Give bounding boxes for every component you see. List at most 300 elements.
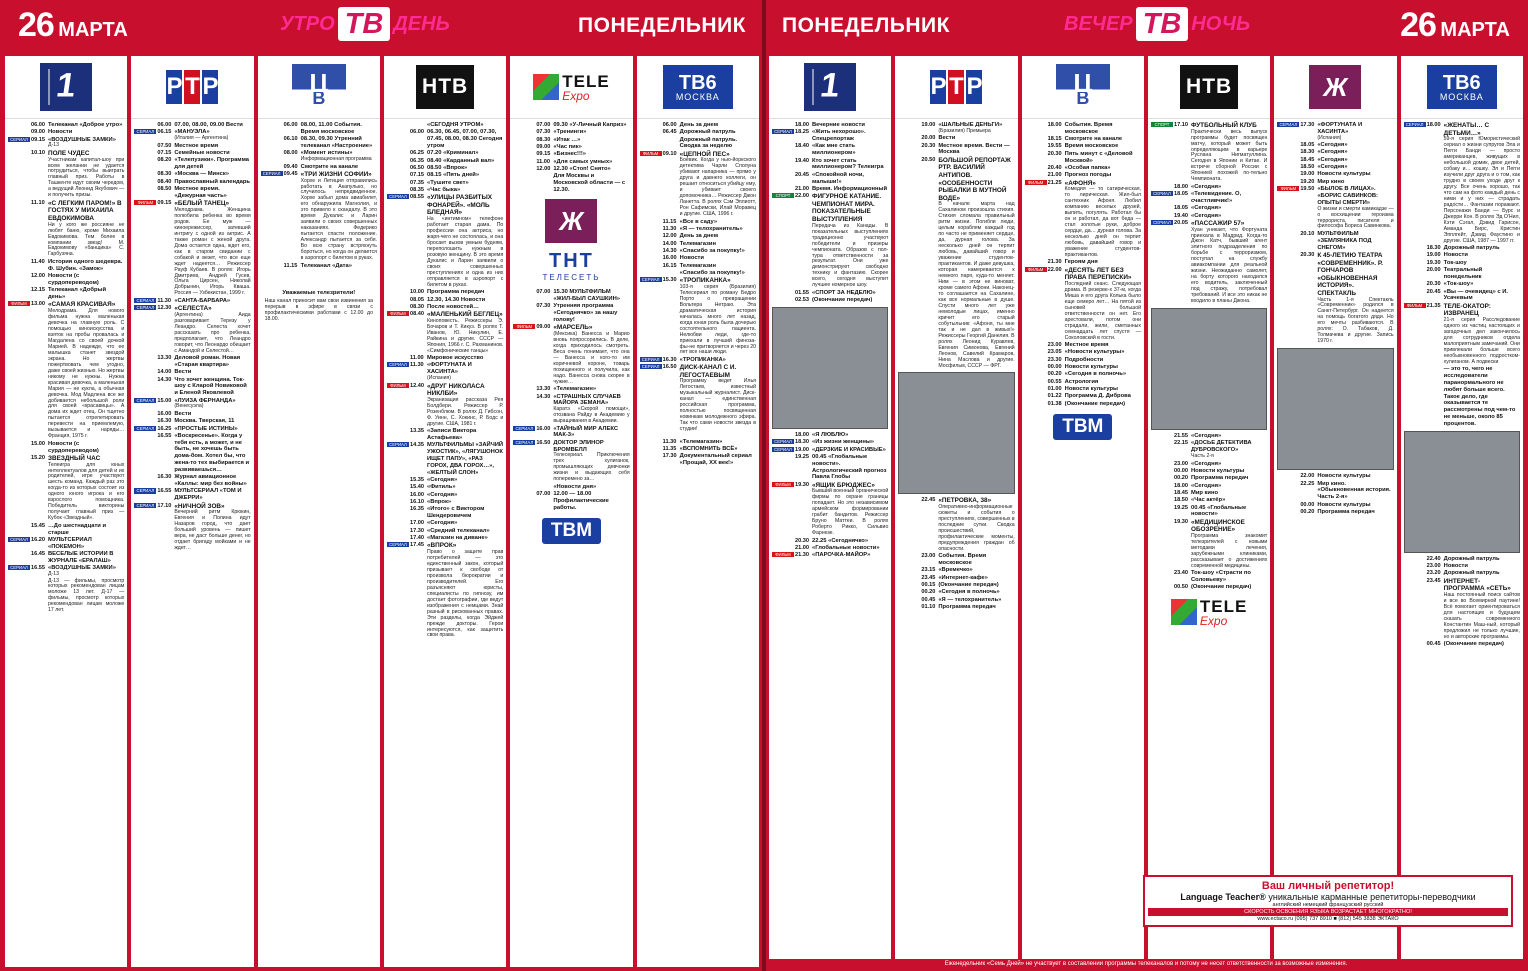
programme-title: Дорожный патруль [1443, 245, 1500, 252]
programme-text [680, 241, 756, 248]
programme-tag [261, 263, 283, 270]
programme-photo [772, 307, 888, 429]
programme-text [1444, 556, 1520, 563]
programme-time: 16.55 [157, 432, 172, 439]
programme-title: «Интернет-кафе» [938, 574, 988, 581]
programme-row [134, 426, 250, 433]
programme-time: 16.00 [536, 425, 551, 432]
programme-time: 18.00 [1047, 122, 1062, 128]
programme-time: 23.45 [921, 574, 936, 581]
programme-tag [1277, 171, 1299, 178]
programme-time: 18.00 [795, 431, 809, 438]
listing-tv6-left [637, 119, 759, 436]
tele-expo-logo-icon: TELE Expo [533, 73, 609, 102]
channel-logo-tvc [258, 56, 380, 119]
programme-text [1317, 231, 1393, 251]
programme-tag [1151, 191, 1173, 205]
programme-time: 20.05 [1173, 219, 1188, 226]
programme-row [387, 520, 503, 527]
programme-row [1025, 379, 1141, 386]
programme-time: 08.30 [409, 303, 424, 310]
programme-tag-label: СПОРТ [772, 193, 794, 198]
programme-tag [387, 122, 409, 129]
programme-time: 18.30 [1300, 149, 1315, 156]
programme-text [48, 551, 124, 565]
programme-tag [387, 165, 409, 172]
programme-time: 09.45 [283, 170, 298, 177]
programme-text [48, 287, 124, 301]
programme-time: 11.30 [409, 362, 424, 369]
programme-time: 19.30 [1426, 259, 1441, 266]
programme-text [427, 122, 503, 129]
programme-text [427, 355, 503, 362]
programme-row [134, 200, 250, 297]
programme-title: 08.00, 11.00 События. Время московское [300, 122, 362, 135]
programme-title: «Телемагазин» [679, 438, 723, 445]
programme-time: 17.00 [409, 520, 424, 527]
programme-time: 00.20 [1047, 371, 1062, 378]
programme-time: 01.55 [795, 289, 809, 296]
programme-text [427, 442, 503, 476]
programme-tag [8, 287, 30, 301]
programme-text [1065, 180, 1141, 259]
programme-photo [1277, 348, 1393, 470]
programme-title: Новости культуры [1064, 364, 1118, 371]
programme-title: «Час быка» [426, 186, 461, 193]
programme-tag [387, 194, 409, 288]
programme-text [427, 194, 503, 288]
programme-row [8, 259, 124, 273]
programme-tag [134, 122, 156, 129]
programme-tag [1025, 267, 1047, 342]
programme-time: 16.00 [157, 410, 172, 417]
programme-time: 17.40 [409, 534, 424, 541]
tnt-logo-icon: ТНТ ТЕЛЕСЕТЬ [542, 250, 601, 283]
programme-title: «УЛИЦЫ РАЗБИТЫХ ФОНАРЕЙ». «МОЛЬ БЛЕДНАЯ» [426, 194, 492, 217]
programme-text [1191, 461, 1267, 468]
programme-time: 16.55 [157, 488, 172, 495]
programme-text [174, 150, 250, 157]
programme-text [1065, 165, 1141, 172]
column-tv6-right [1401, 56, 1523, 967]
programme-tag [387, 535, 409, 542]
programme-title: «ТРОПИКАНКА» [679, 356, 726, 363]
programme-time: 23.45 [1426, 577, 1441, 584]
programme-tag [640, 248, 662, 255]
programme-title: «Сегодня» [426, 491, 458, 498]
programme-time: 11.30 [662, 225, 677, 232]
programme-tag-label: СЕРИАЛ [1404, 122, 1426, 127]
programme-tag-label: ФИЛЬМ [1025, 267, 1047, 272]
programme-row [387, 172, 503, 179]
programme-title: «ВОЗДУШНЫЕ ЗАМКИ» [48, 565, 116, 572]
programme-title: «САНТА-БАРБАРА» [174, 297, 231, 304]
programme-tag-label: СЕРИАЛ [8, 137, 30, 142]
programme-tag [772, 129, 794, 143]
programme-title: «ТРОПИКАНКА» [679, 277, 731, 285]
right-body [764, 52, 1528, 971]
programme-text [1191, 213, 1267, 220]
programme-text [553, 144, 629, 151]
programme-title: Театральный понедельник [1443, 267, 1483, 280]
programme-title: «Тренинги» [553, 129, 587, 136]
programme-text [1191, 519, 1267, 570]
programme-tag-label: ФИЛЬМ [8, 301, 30, 306]
programme-tag [387, 499, 409, 506]
programme-tag [1404, 556, 1426, 563]
programme-text [553, 129, 629, 136]
programme-row [1404, 366, 1520, 427]
listing-tv6-right [1401, 119, 1523, 650]
programme-row [513, 484, 629, 491]
programme-title: Ток-шоу [1443, 259, 1467, 266]
programme-row [772, 143, 888, 157]
programme-time: 08.00 [283, 150, 298, 157]
advertisement-language-teacher[interactable] [1143, 875, 1513, 927]
programme-time: 19.00 [1300, 171, 1315, 178]
programme-text [1444, 303, 1520, 366]
programme-row [387, 297, 503, 304]
programme-title: «ФОРТУНАТА И ХАСИНТА» [426, 362, 472, 376]
programme-tag [1151, 440, 1173, 460]
programme-text [48, 523, 124, 537]
programme-description: На «интимном» телефоне работает старая дама. По профессии она актриса, но жаря-чего не состоялась, и она бросает вызов умным будням, переполошить нужным в розовую женщину. В это время Дукалис и Ларин заявили о своих совершенных преступлениях и одна из них отправляется в аэропорт с билетом в руках. [426, 216, 504, 288]
programme-text [301, 136, 377, 150]
programme-time: 19.00 [795, 446, 809, 453]
ad-contacts[interactable]: www.ectaco.ru (095) 737 8910 ■ (812) 545 3838 ЭКТАКО [1257, 916, 1399, 922]
programme-row [1151, 497, 1267, 504]
programme-tag [387, 297, 409, 304]
programme-time [536, 173, 553, 193]
programme-row [1151, 205, 1267, 212]
programme-row [898, 597, 1014, 604]
programme-description: Мелодрама. Для нового фильма нужна маленькая девочка на главную роль. С помощью киноискусства и взяток на пробы провалась и Магдалена со своей дочкой Марией. В надежде, что ее малышка станет звездой экрана. Но жертвы пожертвовать чем угодно, даже своей жизнью. Но жертвы никому не нужны. Нужна красивая девочка, а маленькая Мария — не кукла, а обычная девочка. Мод Мадлена все же добивается небольшой роли для своей «красавицы». А дома их ждет отец. Он тщетно пытается отрепетировать перевести на приемлемую, вызывается и наряды… Франция, 1975 г. [48, 307, 125, 440]
programme-row [772, 482, 888, 537]
programme-title: Программа передач [1190, 475, 1249, 482]
programme-description: Передача из Канады. В показательных выступлениях традиционно участвуют победители и призеры чемпионата. Образов с пол-тура ответственности за результат. Они уже демонстрируют свободно технику и фантазию. Скорее всего, сегодня выступит лучшее номерное шоу. [812, 222, 889, 289]
kultura-logo-icon: Ж [545, 199, 597, 243]
programme-tag [513, 426, 535, 440]
programme-text [812, 439, 888, 446]
programme-row [387, 289, 503, 296]
programme-text [553, 394, 629, 426]
programme-row [640, 219, 756, 226]
programme-tag-label: ФИЛЬМ [640, 151, 662, 156]
programme-time: 01.10 [921, 604, 936, 611]
programme-time: 14.30 [662, 247, 677, 254]
programme-text [1317, 142, 1393, 149]
programme-title: 07.00, 08.00, 09.00 Вести [174, 122, 243, 128]
programme-time: 08.05 [409, 296, 424, 303]
programme-time: 17.30 [409, 527, 424, 534]
programme-tag [1025, 122, 1047, 136]
channel-logo-tele-right [1148, 594, 1270, 631]
programme-title: Семейные новости [174, 149, 230, 156]
programme-text [48, 455, 124, 522]
programme-time: 21.00 [1047, 172, 1062, 179]
programme-title: Вечерние новости [812, 122, 865, 128]
programme-title: Пять минут с «Деловой Москвой» [1064, 150, 1133, 164]
programme-text [48, 122, 124, 129]
programme-time: 19.40 [1173, 212, 1188, 219]
programme-tag [1151, 505, 1173, 519]
programme-time: 19.25 [1173, 504, 1188, 511]
programme-title: История одного шедевра. Ф. Шубин. «Замок» [48, 258, 123, 272]
programme-title: Православный календарь [174, 178, 250, 185]
programme-title: (Окончание передач) [1443, 641, 1504, 648]
programme-text [938, 143, 1014, 157]
programme-row [772, 439, 888, 446]
programme-time: 23.30 [1047, 356, 1062, 363]
programme-tag [898, 589, 920, 596]
programme-row [1025, 267, 1141, 342]
programme-tag [1404, 260, 1426, 267]
programme-time: 19.50 [1300, 186, 1315, 193]
programme-tag [1025, 342, 1047, 349]
programme-title: ФИГУРНОЕ КАТАНИЕ. ЧЕМПИОНАТ МИРА. ПОКАЗАТЕЛЬНЫЕ ВЫСТУПЛЕНИЯ [812, 193, 882, 224]
programme-time: 13.30 [536, 386, 551, 393]
programme-row [640, 277, 756, 356]
programme-tag [387, 180, 409, 187]
programme-time: 16.30 [157, 418, 172, 425]
programme-tag [640, 122, 662, 129]
programme-description: Киноповесть. Режиссеры Э. Бочаров и Т. Кикуэ. В ролях Т. Иванов, Ю. Никулин, Е. Райкина и другие. СССР — Япония, 1966 г. С. Рахманинов. «Симфонические танцы» [426, 317, 504, 354]
programme-title: ВЕСЕЛЫЕ ИСТОРИИ В ЖУРНАЛЕ «ЕРАЛАШ» [48, 551, 114, 564]
programme-row [1151, 220, 1267, 305]
programme-tag [772, 172, 794, 186]
column-rtr-left [131, 56, 253, 967]
programme-tag [134, 411, 156, 418]
programme-text [1191, 184, 1267, 191]
programme-time: 06.35 [409, 157, 424, 164]
programme-title: 00.45 «Глобальные новости» [1190, 504, 1247, 518]
programme-text [1191, 191, 1267, 205]
programme-time: 08.20 [157, 157, 172, 164]
programme-text [1065, 357, 1141, 364]
programme-tag [640, 270, 662, 277]
programme-time: 06.25 [409, 150, 424, 157]
programme-description: Бывший военный органической фирмы по охране границы попадает. Но это независимом армейском формировании грабит бандитов. Режиссер Бруно Маттеи. В ролях Роберто Рикко, Сильвио Фарнезе. [812, 488, 889, 537]
programme-row [1404, 641, 1520, 648]
programme-text [48, 441, 124, 455]
programme-time: 21.30 [1047, 259, 1062, 266]
programme-tag-label: СЕРИАЛ [1151, 220, 1173, 225]
programme-tag [640, 129, 662, 136]
programme-time: 12.00 [662, 233, 677, 240]
channel-logo-ntv [384, 56, 506, 119]
programme-title: Местное время [174, 142, 219, 149]
programme-title: «ПАССАЖИР 57» [1190, 219, 1245, 227]
programme-row [772, 172, 888, 186]
programme-row [513, 159, 629, 166]
programme-time: 07.15 [157, 149, 172, 156]
programme-tag [1277, 231, 1299, 251]
programme-row [134, 398, 250, 411]
programme-row [1025, 386, 1141, 393]
programme-row [134, 122, 250, 129]
programme-row [1404, 260, 1520, 267]
programme-title: Мир кино. «Обыкновенная история. Часть 2-я» [1317, 480, 1391, 501]
programme-time: 16.15 [662, 262, 677, 269]
programme-text [427, 362, 503, 382]
ad-brand: Language Teacher® [1180, 892, 1266, 902]
programme-tag [134, 488, 156, 502]
programme-tag [8, 129, 30, 136]
programme-text [1317, 122, 1393, 142]
programme-tag-label: ФИЛЬМ [772, 482, 794, 487]
programme-title: (Окончание передач) [938, 582, 999, 589]
programme-time: 09.00 [536, 143, 551, 150]
ad-languages: английский немецкий французский русский [1272, 902, 1384, 908]
programme-row [898, 143, 1014, 157]
programme-time: 13.30 [157, 355, 172, 362]
programme-time: 21.30 [795, 552, 809, 559]
programme-tag [134, 398, 156, 411]
programme-tag [1277, 502, 1299, 509]
programme-text [812, 172, 888, 186]
programme-text [1065, 393, 1141, 400]
programme-row [1404, 563, 1520, 570]
programme-text [1065, 364, 1141, 371]
programme-title: «ВОЗДУШНЫЕ ЗАМКИ» [48, 136, 116, 143]
programme-title: Местное время [1064, 342, 1109, 349]
programme-title: 22.25 «Сегоднячко» [812, 537, 869, 544]
programme-text [301, 122, 377, 136]
programme-time: 01.38 [1047, 400, 1062, 407]
programme-title: Вести [174, 369, 192, 376]
programme-title: ЗВЕЗДНЫЙ ЧАС [48, 454, 101, 462]
programme-time: 18.00 [1173, 482, 1188, 489]
programme-row [387, 122, 503, 129]
programme-text [48, 565, 124, 578]
listing-ort-right [769, 119, 891, 562]
programme-text [680, 129, 756, 136]
programme-title: «Как мне стать миллионером» [812, 143, 856, 157]
programme-time: 09.10 [662, 150, 677, 157]
column-tele-left [510, 56, 632, 967]
programme-time: 18.05 [1173, 191, 1188, 198]
programme-time: 19.30 [1173, 518, 1188, 525]
programme-title: «ТРИ ЖИЗНИ СОФИИ» [300, 170, 372, 178]
programme-row [772, 186, 888, 193]
programme-title: «Воскресенье». Когда у тебя есть, а может, и не быть, не хочешь быть дома-бом. Хотел бы, что жена-то тех выбирается и развиваешься… [174, 432, 250, 473]
programme-text [680, 270, 756, 277]
programme-tag [1277, 149, 1299, 156]
listing-tvc-right [1022, 119, 1144, 410]
programme-row [640, 263, 756, 270]
programme-time: 11.10 [31, 199, 45, 206]
programme-title: Прогноз погоды [1064, 172, 1112, 179]
programme-text [48, 200, 124, 259]
programme-row [8, 441, 124, 455]
programme-row [261, 171, 377, 262]
programme-text [174, 418, 250, 425]
programme-time: 20.45 [795, 171, 809, 178]
programme-tag [898, 122, 920, 135]
programme-description: (Испания) [426, 375, 452, 382]
programme-description: Комедия — то сатирическая, то лирическая. Жил-был сантехник Афоня. Любил компанию веселых друзей, выпить, погулять. Работал бы он и работал, да вот беда — стал золотые руки, доброе сердце, да… дурная голова. За несколько дней он терпит любовь, давайший говор и уважение студентов-практикантов. [1064, 186, 1141, 258]
programme-title: «Особая папка» [1064, 164, 1111, 171]
programme-title: Дорожный патруль. Сводка за неделю [679, 136, 738, 150]
programme-title: (Окончание передач) [1190, 584, 1252, 591]
programme-text [680, 439, 756, 446]
programme-description: Мелодрама. Женщина полюбила ребенка во время родов. Ее муж — киноережиссер, затевший интригу с одной из актрис. А также роман с женой друга. Дома остается одна, ждет его, как в старом свидании с собакой и везет, что все еще ждет надеется… Режиссер Рауф Кубаев. В ролях: Игорь Дмитриев, Андрей Гусев, Ольга Цирсен, Николай Добрынин, Игорь Кваша. Россия — Узбекистан, 1999 г. [174, 206, 251, 297]
programme-tag [513, 151, 535, 158]
programme-title: «Записи Виктора Астафьева» [426, 428, 477, 441]
programme-tag [898, 597, 920, 604]
programme-time: 16.50 [662, 364, 677, 371]
programme-tag [387, 172, 409, 179]
programme-time: 19.30 [795, 481, 809, 488]
programme-tag [640, 364, 662, 433]
programme-title: «Вы — очевидец» с И. Усачевым [1443, 288, 1509, 302]
programme-text [427, 499, 503, 506]
programme-row [1151, 519, 1267, 570]
programme-text [1065, 371, 1141, 378]
programme-time: 09.15 [31, 136, 45, 143]
programme-tag [8, 523, 30, 537]
programme-row [387, 477, 503, 484]
programme-row [640, 137, 756, 151]
programme-row [387, 150, 503, 157]
programme-title: «МАРСЕЛЬ» [553, 324, 593, 332]
programme-time: 00.20 [921, 589, 936, 596]
programme-tag [772, 158, 794, 172]
programme-title: 07.20 «Криминал» [426, 150, 479, 157]
programme-row [1151, 461, 1267, 468]
programme-row [134, 150, 250, 157]
programme-text [812, 447, 888, 454]
programme-tag [134, 418, 156, 425]
programme-tag [387, 428, 409, 442]
programme-row [8, 150, 124, 199]
programme-description: 103-я серия (Бразилия) Телесериал по роману Бедро Порто о превращении Вольтера Нетраю. Эта драматическая история началась много лет назад, когда юная роль была дочерью состоятельного пациента. Нелюбви леди, где-то приехали в лучший финоза-фы-не притворяется и через 20 лет все наши люди. [679, 283, 756, 356]
programme-row [1151, 468, 1267, 475]
programme-row [1277, 122, 1393, 142]
programme-tag [8, 273, 30, 287]
programme-tag [134, 369, 156, 376]
tvm-logo-icon: ТВМ [1053, 414, 1112, 440]
programme-time: 16.00 [662, 255, 677, 262]
programme-text [48, 150, 124, 199]
programme-row [8, 122, 124, 129]
programme-row [772, 297, 888, 304]
programme-tag [8, 150, 30, 199]
programme-row [640, 439, 756, 446]
programme-text [812, 432, 888, 439]
programme-description: Наш канал приносит вам свои извинения за перерыв в эфире в связи с профилактическими работами с 12.00 до 18.00. [264, 298, 373, 323]
programme-text [1065, 401, 1141, 408]
right-page [764, 0, 1528, 971]
programme-tag [772, 193, 794, 289]
programme-text [938, 567, 1014, 574]
programme-text [680, 233, 756, 240]
programme-time: 18.05 [1300, 142, 1315, 149]
programme-title: Новости (с сурдопереводом) [48, 440, 99, 454]
programme-tag-label: ФИЛЬМ [513, 324, 535, 329]
programme-description: (Аргентина) Аида разговаривает Терезу у Леандро. Селеста хочет рассказать про ребенка, предполагает, что Леандро говорит, что Леонардо обещает с Амандой и Селестой… [174, 311, 251, 354]
programme-tag [8, 122, 30, 129]
programme-title: Смотрите на канале [300, 163, 359, 170]
programme-row [1025, 180, 1141, 259]
programme-time: 07.00 [536, 491, 551, 498]
programme-time: 06.10 [283, 136, 298, 143]
programme-title: «Телевидение. О, счастливчик!» [1190, 191, 1242, 204]
programme-title: Дорожный патруль [679, 129, 736, 136]
programme-text [174, 369, 250, 376]
programme-description: Наш постоянный поиск сайтов и все во Всемирной паутине! Всё помогает ориентироваться для настоящих и будущем сказать современного Константин Маш-ный, который предложил не только лучшие, но и авторские программы. [1443, 591, 1520, 640]
programme-text [427, 492, 503, 499]
